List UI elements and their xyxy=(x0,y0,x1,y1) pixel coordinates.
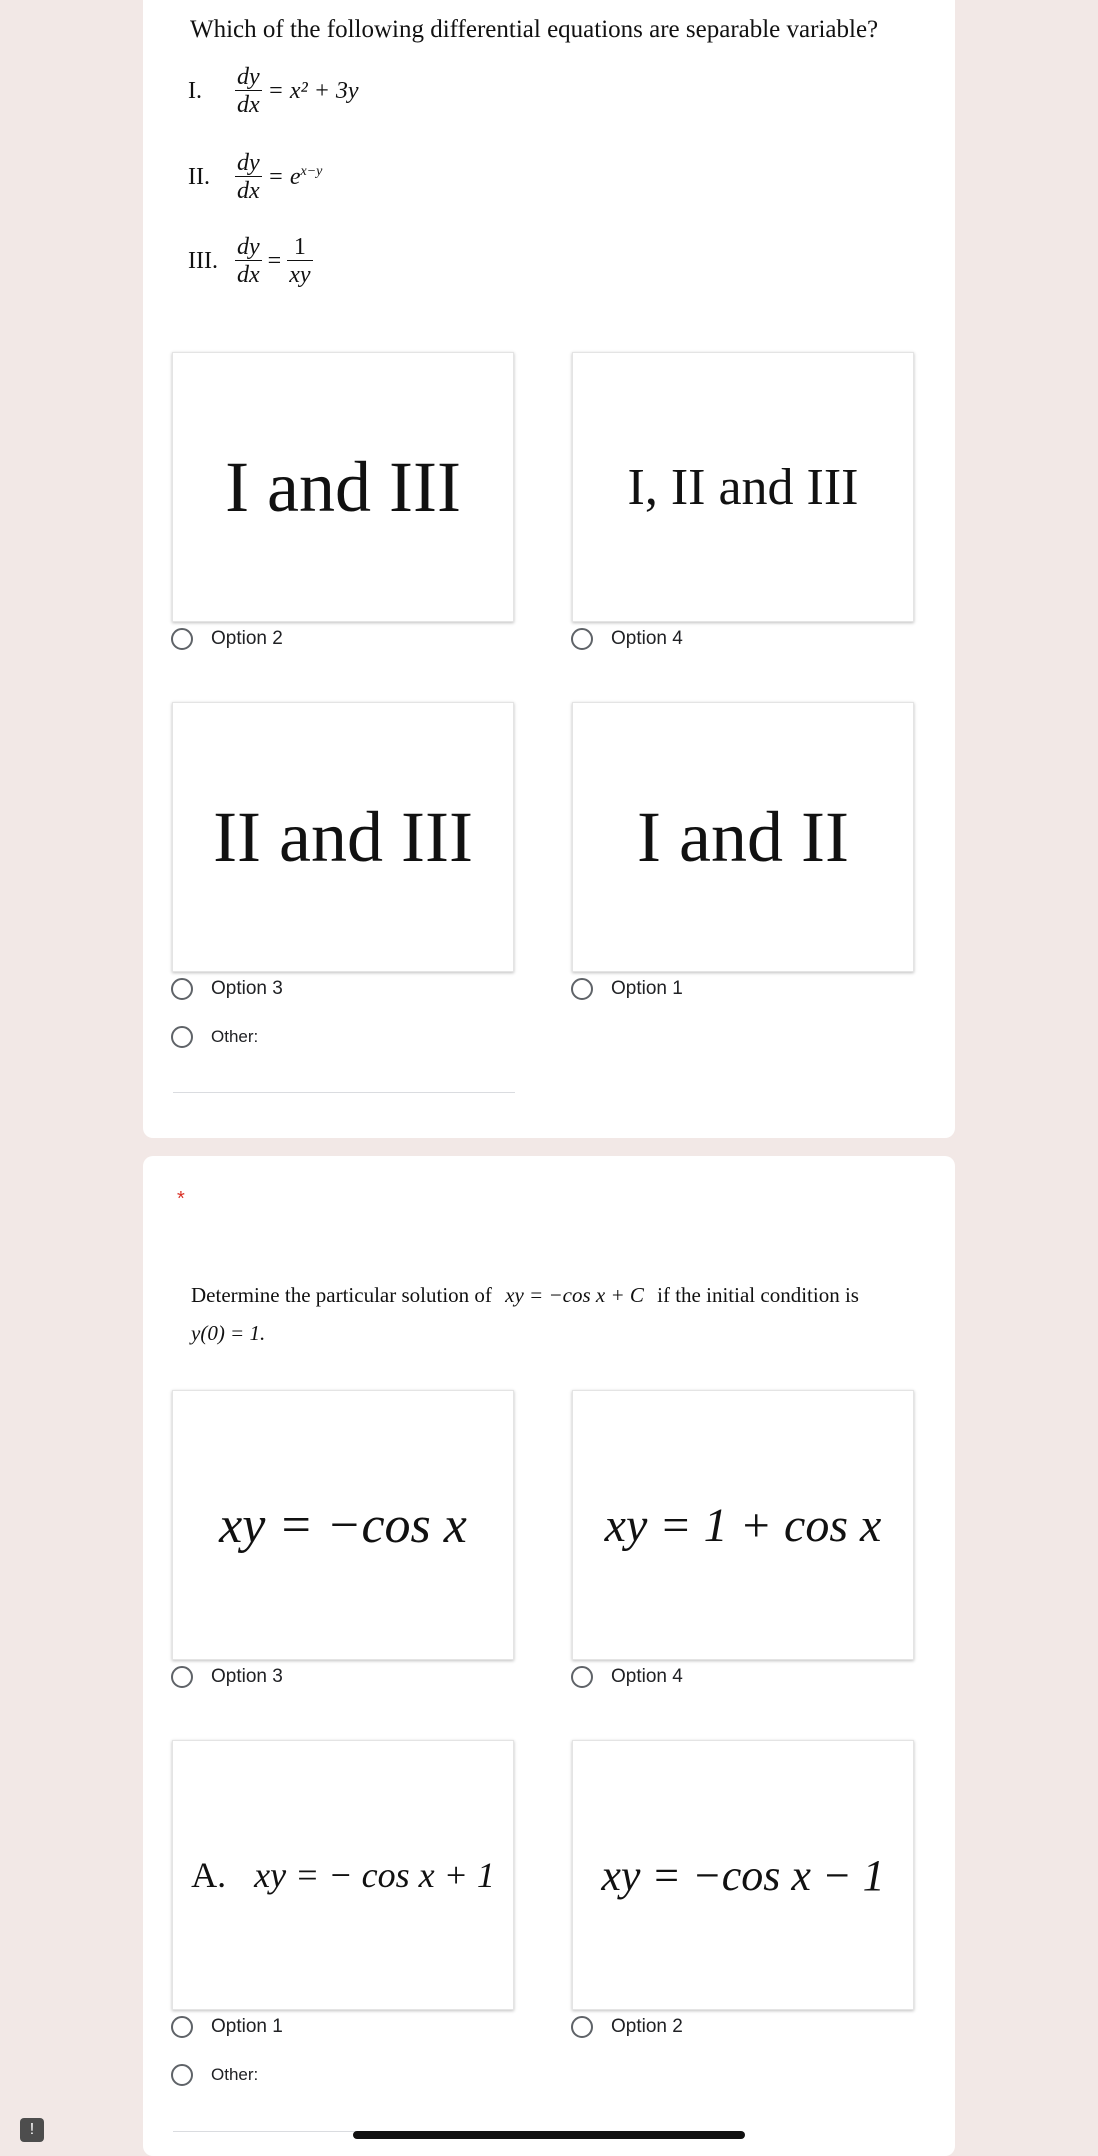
frac-denominator: dx xyxy=(237,178,260,204)
radio-option-other[interactable] xyxy=(171,1026,258,1048)
option-image-text: xy = −cos x xyxy=(219,1496,467,1554)
radio-label: Other: xyxy=(211,1027,259,1046)
question-equation: xy = −cos x + C xyxy=(505,1283,644,1307)
rhs-numerator: 1 xyxy=(293,234,306,260)
option-image-text: xy = 1 + cos x xyxy=(604,1498,882,1552)
radio-label: Option 4 xyxy=(611,1666,683,1687)
radio-button[interactable] xyxy=(571,628,593,650)
option-image-1[interactable] xyxy=(172,1390,514,1660)
statement-3: III. $\frac{dy}{dx}$ = $\frac{1}{xy}$ xyxy=(188,234,311,288)
statement-num: I. xyxy=(188,78,202,104)
question-title: Which of the following differential equations are separable variable? xyxy=(190,16,879,43)
radio-option-2[interactable] xyxy=(171,628,283,650)
frac-numerator: dy xyxy=(237,234,260,260)
option-image-4[interactable] xyxy=(572,702,914,972)
radio-option-1[interactable] xyxy=(171,2016,283,2038)
statement-exponent: x−y xyxy=(300,163,323,179)
question-card-2 xyxy=(143,1156,955,2156)
radio-label: Option 3 xyxy=(211,978,283,999)
radio-button[interactable] xyxy=(571,978,593,1000)
question-2-text xyxy=(191,1276,921,1352)
frac-denominator: dx xyxy=(237,92,260,118)
radio-label: Option 2 xyxy=(611,2016,683,2037)
option-image-3[interactable] xyxy=(172,702,514,972)
radio-label: Other: xyxy=(211,2065,259,2084)
statement-num: II. xyxy=(188,164,210,190)
radio-option-2[interactable] xyxy=(571,2016,683,2038)
radio-button[interactable] xyxy=(171,2064,193,2086)
question-text-part: Determine the particular solution of xyxy=(191,1283,492,1307)
rhs-denominator: xy xyxy=(289,262,311,288)
question-card-1 xyxy=(143,0,955,1138)
radio-option-4[interactable] xyxy=(571,628,683,650)
radio-button[interactable] xyxy=(171,1666,193,1688)
radio-button[interactable] xyxy=(171,2016,193,2038)
option-image-3[interactable] xyxy=(172,1740,514,2010)
option-image-4[interactable] xyxy=(572,1740,914,2010)
radio-button[interactable] xyxy=(571,2016,593,2038)
radio-label: Option 2 xyxy=(211,628,283,649)
option-image-1[interactable] xyxy=(172,352,514,622)
frac-denominator: dx xyxy=(237,262,260,288)
option-image-text: xy = − cos x + 1 xyxy=(254,1855,495,1895)
radio-label: Option 1 xyxy=(211,2016,283,2037)
radio-option-1[interactable] xyxy=(571,978,683,1000)
other-text-input[interactable] xyxy=(173,1092,515,1093)
option-image-text: xy = −cos x − 1 xyxy=(601,1850,885,1900)
statement-num: III. xyxy=(188,248,218,274)
option-image-2[interactable] xyxy=(572,1390,914,1660)
statement-rhs: = e xyxy=(267,164,301,190)
frac-numerator: dy xyxy=(237,150,260,176)
radio-label: Option 1 xyxy=(611,978,683,999)
option-image-text: I and II xyxy=(637,796,849,877)
radio-label: Option 4 xyxy=(611,628,683,649)
question-text-part: if the initial condition is xyxy=(657,1283,859,1307)
radio-button[interactable] xyxy=(571,1666,593,1688)
radio-option-4[interactable] xyxy=(571,1666,683,1688)
option-image-text: I, II and III xyxy=(627,458,859,516)
option-image-text: II and III xyxy=(213,796,473,877)
radio-option-other[interactable] xyxy=(171,2064,258,2086)
option-image-text: I and III xyxy=(225,446,461,527)
statement-1 xyxy=(188,64,359,119)
option-image-prefix: A. xyxy=(191,1855,227,1895)
frac-numerator: dy xyxy=(237,64,260,90)
home-indicator-bar xyxy=(353,2131,745,2139)
alert-icon: ! xyxy=(20,2118,44,2142)
required-asterisk: * xyxy=(177,1188,185,1210)
radio-label: Option 3 xyxy=(211,1666,283,1687)
statement-rhs: = x² + 3y xyxy=(267,78,359,104)
radio-button[interactable] xyxy=(171,978,193,1000)
radio-option-3[interactable] xyxy=(171,1666,283,1688)
radio-option-3[interactable] xyxy=(171,978,283,1000)
radio-button[interactable] xyxy=(171,1026,193,1048)
statement-2 xyxy=(188,150,322,205)
option-image-2[interactable] xyxy=(572,352,914,622)
radio-button[interactable] xyxy=(171,628,193,650)
initial-condition: y(0) = 1. xyxy=(191,1321,266,1345)
